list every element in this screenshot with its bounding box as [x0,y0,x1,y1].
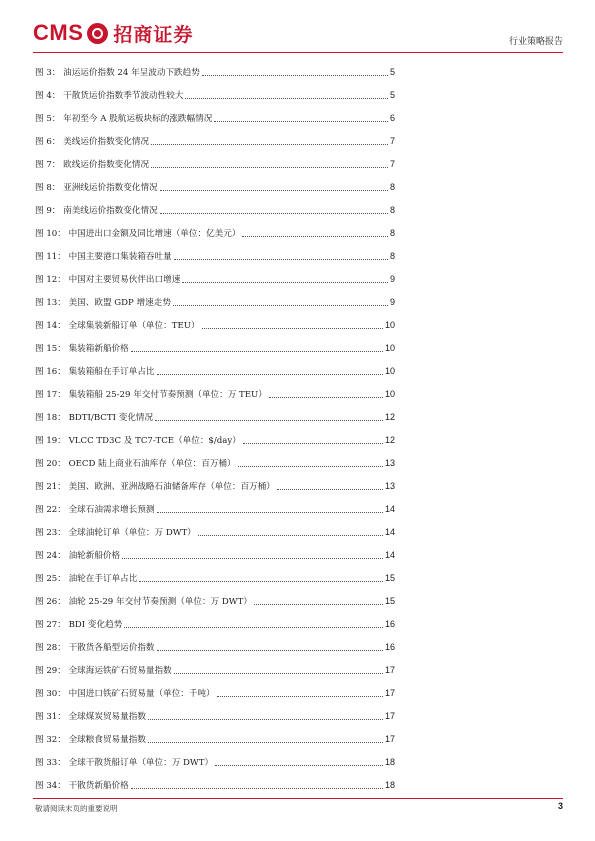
toc-entry[interactable] [35,336,395,359]
footer-divider [33,798,563,799]
toc-entry-title[interactable]: 图 26： 油轮 25-29 年交付节奏预测（单位：万 DWT） [35,596,252,607]
toc-dot-leader [238,465,383,467]
toc-entry-title[interactable]: 图 20： OECD 陆上商业石油库存（单位：百万桶） [35,458,236,469]
toc-entry[interactable] [35,152,395,175]
toc-dot-leader [155,419,383,421]
toc-entry-page[interactable]: 16 [384,641,395,652]
toc-entry[interactable] [35,382,395,405]
toc-entry-page[interactable]: 8 [389,181,395,192]
company-logo [33,18,193,48]
toc-dot-leader [151,166,388,168]
toc-entry[interactable] [35,750,395,773]
toc-entry[interactable] [35,129,395,152]
toc-dot-leader [148,741,383,743]
company-name: 招商证券 [113,23,194,46]
toc-entry-title[interactable]: 图 5： 年初至今 A 股航运板块标的涨跌幅情况 [35,113,213,124]
toc-entry-title[interactable]: 图 3： 油运运价指数 24 年呈波动下跌趋势 [35,67,200,78]
toc-entry-title[interactable]: 图 30： 中国进口铁矿石贸易量（单位：千吨） [35,688,215,699]
toc-dot-leader [157,511,383,513]
toc-entry[interactable] [35,658,395,681]
toc-entry[interactable] [35,428,395,451]
toc-dot-leader [124,626,383,628]
toc-dot-leader [243,442,383,444]
toc-entry-page[interactable]: 8 [389,204,395,215]
toc-entry[interactable] [35,405,395,428]
toc-entry[interactable] [35,589,395,612]
toc-entry-title[interactable]: 图 27： BDI 变化趋势 [35,619,123,630]
toc-entry-title[interactable]: 图 33： 全球干散货船订单（单位：万 DWT） [35,757,214,768]
toc-entry-page[interactable]: 7 [389,135,395,146]
toc-dot-leader [217,695,383,697]
toc-entry-page[interactable]: 10 [384,365,395,376]
toc-entry-page[interactable]: 9 [389,296,395,307]
toc-entry-page[interactable]: 15 [384,595,395,606]
toc-entry-title[interactable]: 图 10： 中国进出口金额及同比增速（单位：亿美元） [35,228,241,239]
toc-dot-leader [242,235,388,237]
toc-entry-title[interactable]: 图 21： 美国、欧洲、亚洲战略石油储备库存（单位：百万桶） [35,481,275,492]
toc-entry[interactable] [35,497,395,520]
toc-dot-leader [174,672,383,674]
toc-entry[interactable] [35,474,395,497]
toc-entry-title[interactable]: 图 25： 油轮在手订单占比 [35,573,138,584]
toc-dot-leader [160,212,388,214]
toc-entry-title[interactable]: 图 34： 干散货新船价格 [35,780,129,791]
toc-entry[interactable] [35,566,395,589]
toc-dot-leader [277,488,383,490]
page-number: 3 [557,801,563,811]
toc-entry[interactable] [35,244,395,267]
toc-entry[interactable] [35,727,395,750]
toc-entry[interactable] [35,267,395,290]
toc-entry[interactable] [35,543,395,566]
logo-text: CMS [33,20,84,45]
toc-entry-page[interactable]: 7 [389,158,395,169]
toc-dot-leader [151,143,388,145]
toc-entry-page[interactable]: 17 [384,687,395,698]
toc-dot-leader [254,603,383,605]
toc-dot-leader [214,120,388,122]
toc-entry-page[interactable]: 17 [384,733,395,744]
toc-dot-leader [182,281,388,283]
footer-disclaimer: 敬请阅读末页的重要说明 [35,804,118,813]
toc-dot-leader [131,350,383,352]
toc-entry-title[interactable]: 图 14： 全球集装新船订单（单位：TEU） [35,320,200,331]
toc-entry-page[interactable]: 9 [389,273,395,284]
toc-entry-title[interactable]: 图 9： 南美线运价指数变化情况 [35,205,158,216]
toc-dot-leader [174,258,388,260]
toc-dot-leader [269,396,383,398]
toc-entry[interactable] [35,359,395,382]
toc-entry-title[interactable]: 图 7： 欧线运价指数变化情况 [35,159,150,170]
toc-dot-leader [185,97,388,99]
toc-dot-leader [157,649,383,651]
toc-entry[interactable] [35,290,395,313]
toc-entry-page[interactable]: 14 [384,503,395,514]
toc-entry[interactable] [35,635,395,658]
toc-entry-page[interactable]: 14 [384,526,395,537]
toc-entry-page[interactable]: 8 [389,250,395,261]
toc-entry-page[interactable]: 8 [389,227,395,238]
toc-dot-leader [173,304,388,306]
toc-entry-title[interactable]: 图 28： 干散货各船型运价指数 [35,642,155,653]
cms-emblem-icon [87,23,108,44]
toc-dot-leader [157,373,383,375]
toc-entry-title[interactable]: 图 23： 全球油轮订单（单位：万 DWT） [35,527,196,538]
toc-dot-leader [131,787,383,789]
toc-entry[interactable] [35,681,395,704]
page-header [33,18,563,50]
toc-entry-page[interactable]: 6 [389,112,395,123]
toc-entry-title[interactable]: 图 32： 全球粮食贸易量指数 [35,734,146,745]
toc-entry[interactable] [35,520,395,543]
figure-table-of-contents [35,60,395,796]
toc-entry[interactable] [35,612,395,635]
header-divider [33,52,563,53]
toc-entry-title[interactable]: 图 16： 集装箱船在手订单占比 [35,366,155,377]
toc-dot-leader [139,580,383,582]
toc-dot-leader [198,534,383,536]
toc-entry-title[interactable]: 图 18： BDTI/BCTI 变化情况 [35,412,154,423]
toc-entry[interactable] [35,704,395,727]
toc-entry-page[interactable]: 13 [384,480,395,491]
toc-entry[interactable] [35,83,395,106]
toc-entry-page[interactable]: 18 [384,779,395,790]
toc-entry-page[interactable]: 5 [389,89,395,100]
toc-entry[interactable] [35,773,395,796]
toc-entry-title[interactable]: 图 22： 全球石油需求增长预测 [35,504,155,515]
toc-entry-title[interactable]: 图 24： 油轮新船价格 [35,550,121,561]
toc-entry-page[interactable]: 10 [384,319,395,330]
toc-entry-title[interactable]: 图 8： 亚洲线运价指数变化情况 [35,182,158,193]
toc-entry-title[interactable]: 图 19： VLCC TD3C 及 TC7-TCE（单位：$/day） [35,435,241,446]
toc-dot-leader [148,718,383,720]
toc-dot-leader [202,327,383,329]
toc-entry[interactable] [35,451,395,474]
toc-entry-title[interactable]: 图 12： 中国对主要贸易伙伴出口增速 [35,274,181,285]
toc-entry-title[interactable]: 图 31： 全球煤炭贸易量指数 [35,711,146,722]
toc-entry[interactable] [35,60,395,83]
toc-entry-title[interactable]: 图 17： 集装箱船 25-29 年交付节奏预测（单位：万 TEU） [35,389,267,400]
toc-entry-page[interactable]: 16 [384,618,395,629]
toc-dot-leader [160,189,388,191]
toc-entry-page[interactable]: 17 [384,664,395,675]
toc-entry-title[interactable]: 图 15： 集装箱新船价格 [35,343,129,354]
toc-entry[interactable] [35,175,395,198]
toc-entry-page[interactable]: 14 [384,549,395,560]
toc-entry[interactable] [35,313,395,336]
toc-dot-leader [122,557,383,559]
toc-entry-page[interactable]: 18 [384,756,395,767]
toc-entry-title[interactable]: 图 29： 全球海运铁矿石贸易量指数 [35,665,172,676]
toc-entry-page[interactable]: 10 [384,388,395,399]
toc-entry-title[interactable]: 图 4： 干散货运价指数季节波动性较大 [35,90,184,101]
toc-dot-leader [215,764,383,766]
toc-entry-title[interactable]: 图 6： 美线运价指数变化情况 [35,136,150,147]
toc-entry[interactable] [35,221,395,244]
toc-entry-page[interactable]: 15 [384,572,395,583]
report-type-label: 行业策略报告 [508,37,563,47]
toc-entry-page[interactable]: 13 [384,457,395,468]
toc-entry[interactable] [35,106,395,129]
toc-entry[interactable] [35,198,395,221]
toc-entry-page[interactable]: 5 [389,66,395,77]
toc-entry-page[interactable]: 12 [384,411,395,422]
toc-dot-leader [202,74,388,76]
toc-entry-page[interactable]: 10 [384,342,395,353]
toc-entry-page[interactable]: 17 [384,710,395,721]
toc-entry-page[interactable]: 12 [384,434,395,445]
toc-entry-title[interactable]: 图 13： 美国、欧盟 GDP 增速走势 [35,297,171,308]
toc-entry-title[interactable]: 图 11： 中国主要港口集装箱吞吐量 [35,251,172,262]
